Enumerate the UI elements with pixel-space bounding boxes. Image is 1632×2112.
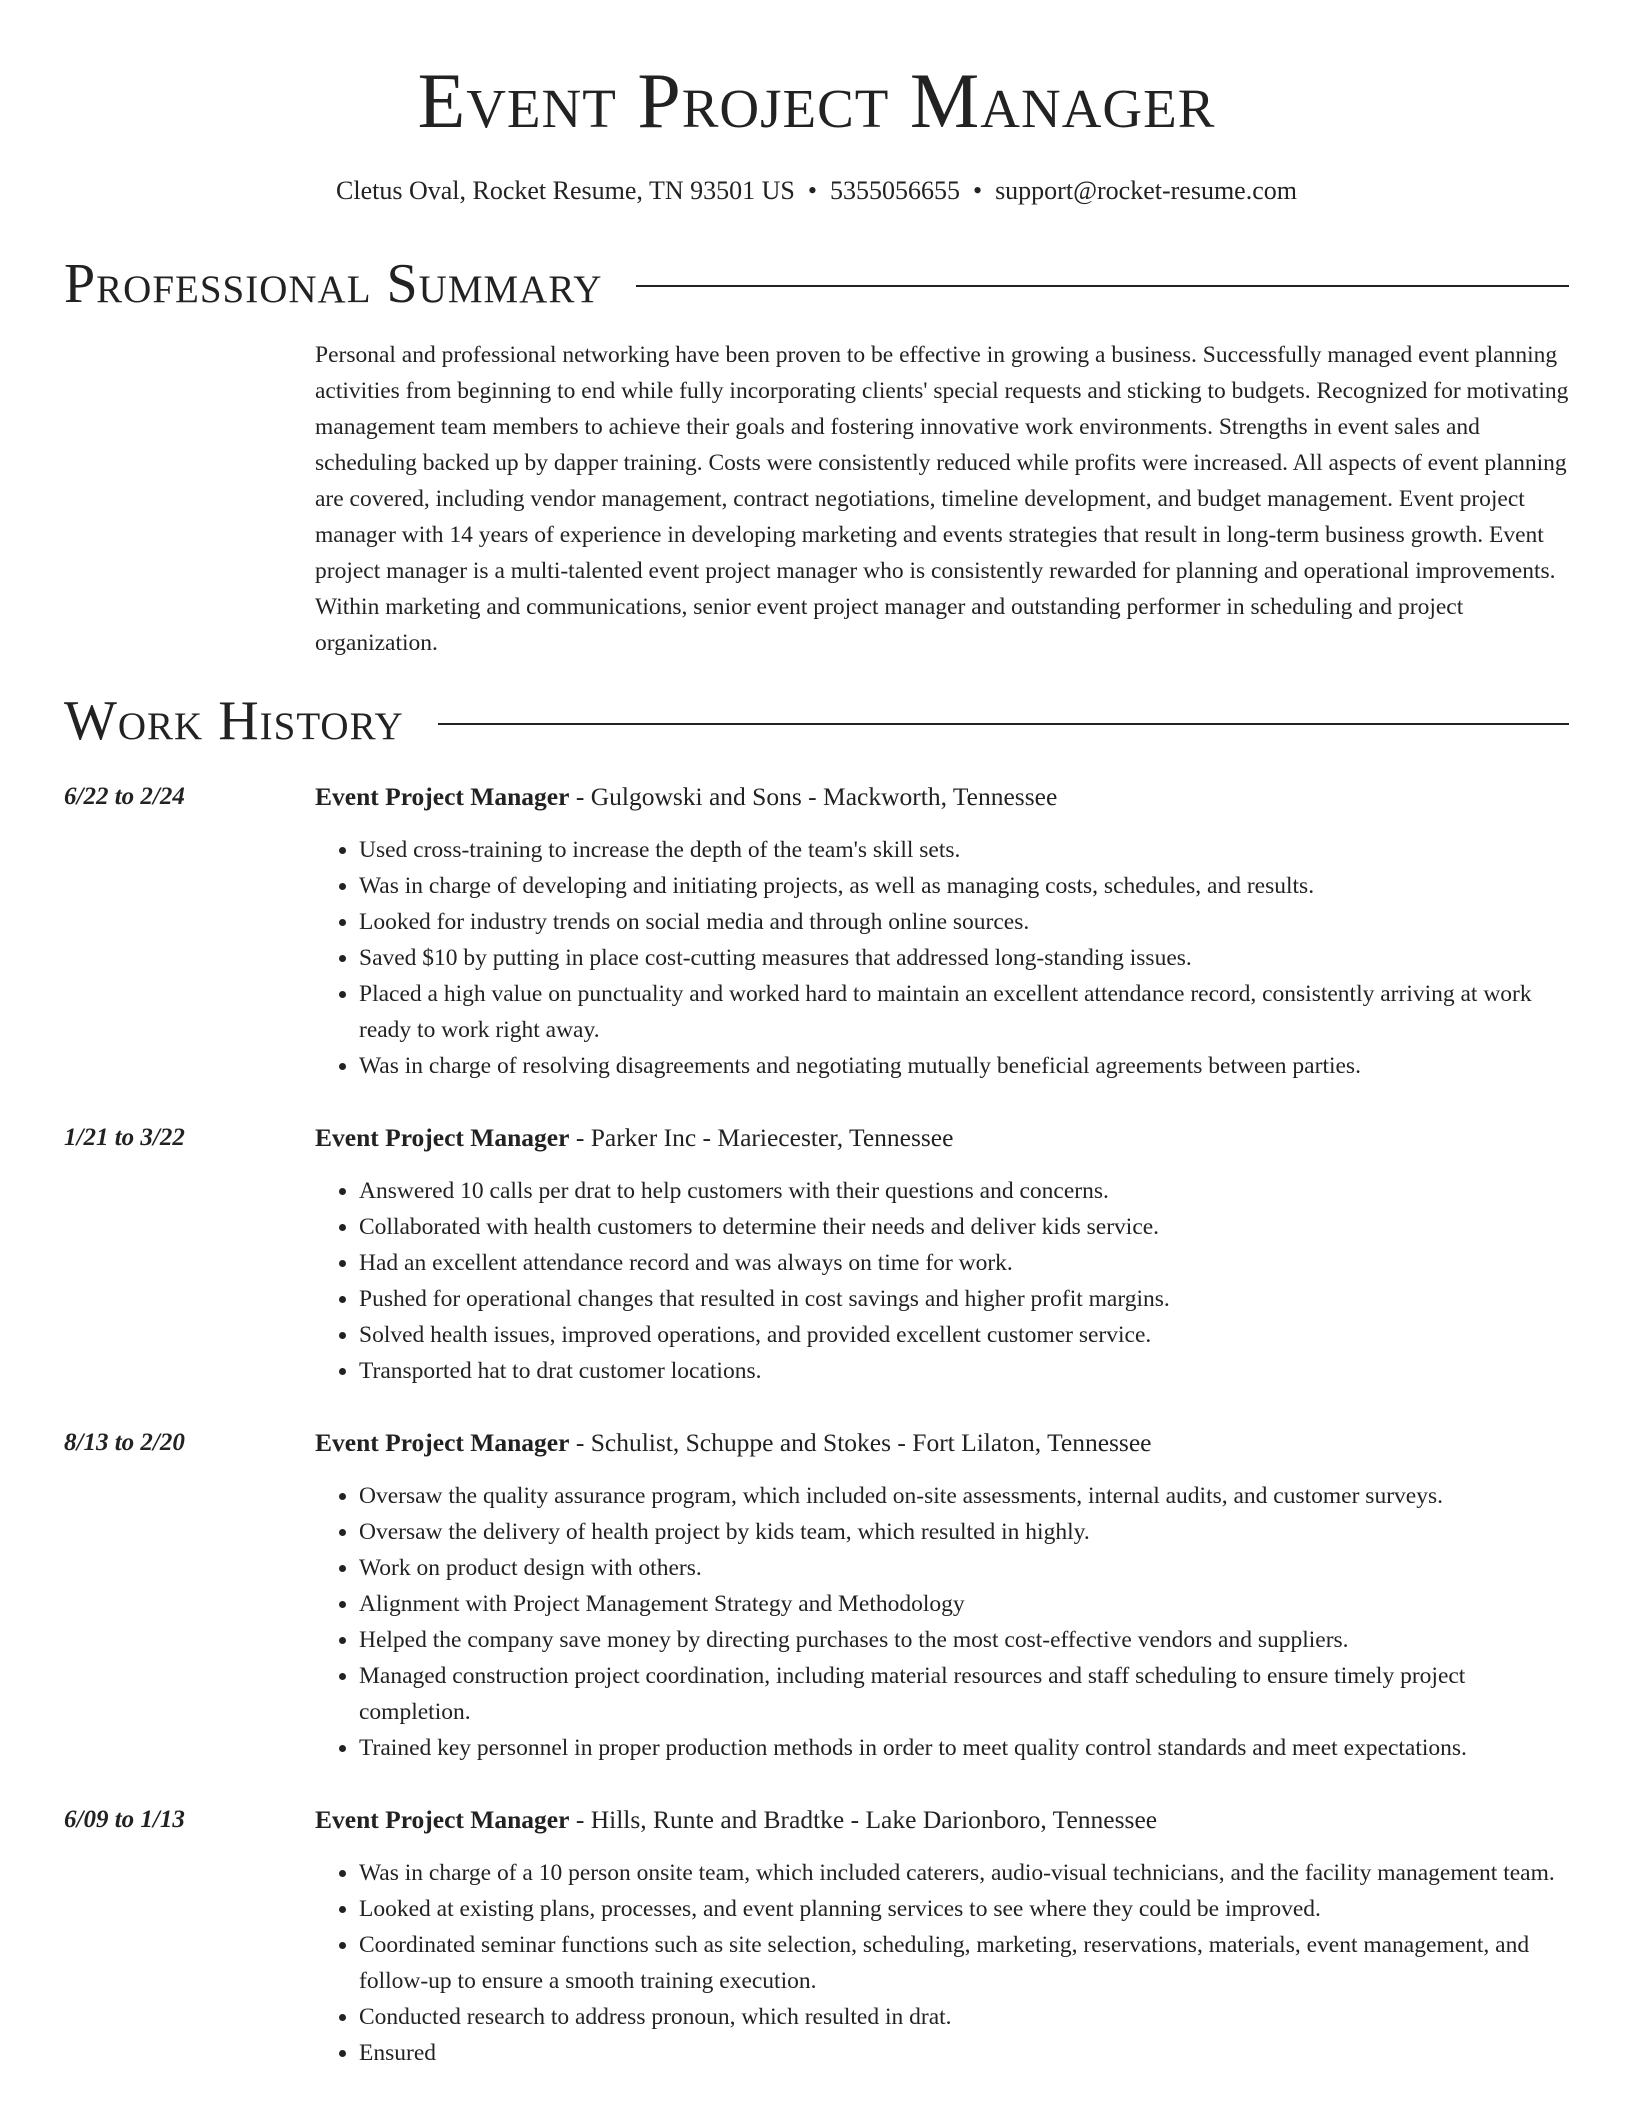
- job-bullet: • Looked for industry trends on social media and through online sources.: [359, 904, 1569, 940]
- job-title: Event Project Manager: [315, 1427, 570, 1457]
- contact-email: support@rocket-resume.com: [995, 175, 1297, 205]
- job-dates: 8/13 to 2/20: [64, 1428, 185, 1456]
- job-bullet: • Pushed for operational changes that resulted in cost savings and higher profit margins.: [359, 1281, 1569, 1317]
- job-bullet: • Trained key personnel in proper production methods in order to meet quality control standards and meet expectations.: [359, 1730, 1569, 1766]
- job-bullet: • Looked at existing plans, processes, and event planning services to see where they could be improved.: [359, 1891, 1569, 1927]
- job-bullet: • Transported hat to drat customer locations.: [359, 1353, 1569, 1389]
- job-entry: [64, 1802, 1569, 2071]
- resume-title: Event Project Manager: [417, 57, 1216, 144]
- job-body: [315, 1425, 1569, 1766]
- section-divider: [438, 723, 1569, 725]
- contact-address: Cletus Oval, Rocket Resume, TN 93501 US: [336, 175, 795, 205]
- job-bullet: • Collaborated with health customers to determine their needs and deliver kids service.: [359, 1209, 1569, 1245]
- job-body: [315, 1120, 1569, 1389]
- job-bullet: • Was in charge of a 10 person onsite team, which included caterers, audio-visual technicians, and the facility management team.: [359, 1855, 1569, 1891]
- job-header: [315, 1120, 1569, 1156]
- job-bullet: • Had an excellent attendance record and was always on time for work.: [359, 1245, 1569, 1281]
- contact-separator: •: [972, 175, 983, 205]
- job-bullet: • Was in charge of resolving disagreements and negotiating mutually beneficial agreements between parties.: [359, 1048, 1569, 1084]
- job-entry: [64, 779, 1569, 1084]
- job-bullet: • Solved health issues, improved operations, and provided excellent customer service.: [359, 1317, 1569, 1353]
- job-body: [315, 1802, 1569, 2071]
- job-dates: 6/22 to 2/24: [64, 782, 185, 810]
- job-company-location: - Schulist, Schuppe and Stokes - Fort Lilaton, Tennessee: [569, 1427, 1152, 1457]
- job-bullet: • Helped the company save money by directing purchases to the most cost-effective vendors and suppliers.: [359, 1622, 1569, 1658]
- work-history-heading: Work History: [64, 690, 404, 753]
- job-title: Event Project Manager: [315, 781, 570, 811]
- job-bullet: • Coordinated seminar functions such as site selection, scheduling, marketing, reservations, materials, event management, and follow-up to ensure a smooth training execution.: [359, 1927, 1569, 1999]
- job-company-location: - Gulgowski and Sons - Mackworth, Tennessee: [569, 781, 1058, 811]
- summary-text: Personal and professional networking have been proven to be effective in growing a business. Successfully managed event planning activities from beginning to end while fully incorporating clients' special requests and sticking to budgets. Recognized for motivating management team members to achieve their goals and fostering innovative work environments. Strengths in event sales and scheduling backed up by dapper training. Costs were consistently reduced while profits were increased. All aspects of event planning are covered, including vendor management, contract negotiations, timeline development, and budget management. Event project manager with 14 years of experience in developing marketing and events strategies that result in long-term business growth. Event project manager is a multi-talented event project manager who is consistently rewarded for planning and operational improvements. Within marketing and communications, senior event project manager and outstanding performer in scheduling and project organization.: [315, 342, 1569, 657]
- job-bullet-list: [315, 832, 1569, 1084]
- contact-line: [64, 174, 1569, 208]
- job-company-location: - Parker Inc - Mariecester, Tennessee: [569, 1122, 954, 1152]
- job-title: Event Project Manager: [315, 1804, 570, 1834]
- job-title: Event Project Manager: [315, 1122, 570, 1152]
- job-header: [315, 779, 1569, 815]
- job-bullet-list: [315, 1855, 1569, 2071]
- contact-phone: 5355056655: [829, 175, 960, 205]
- job-bullet: • Oversaw the delivery of health project by kids team, which resulted in highly.: [359, 1514, 1569, 1550]
- job-bullet: • Ensured: [359, 2035, 1569, 2071]
- job-body: [315, 779, 1569, 1084]
- job-bullet-list: [315, 1478, 1569, 1766]
- job-company-location: - Hills, Runte and Bradtke - Lake Darionboro, Tennessee: [569, 1804, 1158, 1834]
- job-bullet: • Oversaw the quality assurance program, which included on-site assessments, internal audits, and customer surveys.: [359, 1478, 1569, 1514]
- job-bullet: • Used cross-training to increase the depth of the team's skill sets.: [359, 832, 1569, 868]
- job-bullet: • Was in charge of developing and initiating projects, as well as managing costs, schedules, and results.: [359, 868, 1569, 904]
- summary-heading: Professional Summary: [64, 252, 603, 315]
- job-bullet: • Conducted research to address pronoun, which resulted in drat.: [359, 1999, 1569, 2035]
- job-bullet: • Managed construction project coordination, including material resources and staff scheduling to ensure timely project completion.: [359, 1658, 1569, 1730]
- job-dates: 1/21 to 3/22: [64, 1123, 185, 1151]
- job-bullet: • Work on product design with others.: [359, 1550, 1569, 1586]
- job-bullet: • Placed a high value on punctuality and worked hard to maintain an excellent attendance record, consistently arriving at work ready to work right away.: [359, 976, 1569, 1048]
- job-bullet: • Saved $10 by putting in place cost-cutting measures that addressed long-standing issues.: [359, 940, 1569, 976]
- job-header: [315, 1802, 1569, 1838]
- work-history-section-header: [64, 691, 1569, 753]
- job-bullet: • Alignment with Project Management Strategy and Methodology: [359, 1586, 1569, 1622]
- summary-section-header: [64, 254, 1569, 316]
- job-bullet: • Answered 10 calls per drat to help customers with their questions and concerns.: [359, 1173, 1569, 1209]
- section-divider: [636, 285, 1569, 287]
- job-entry: [64, 1425, 1569, 1766]
- job-entry: [64, 1120, 1569, 1389]
- contact-separator: •: [807, 175, 817, 205]
- job-bullet-list: [315, 1173, 1569, 1389]
- job-header: [315, 1425, 1569, 1461]
- job-dates: 6/09 to 1/13: [64, 1805, 185, 1833]
